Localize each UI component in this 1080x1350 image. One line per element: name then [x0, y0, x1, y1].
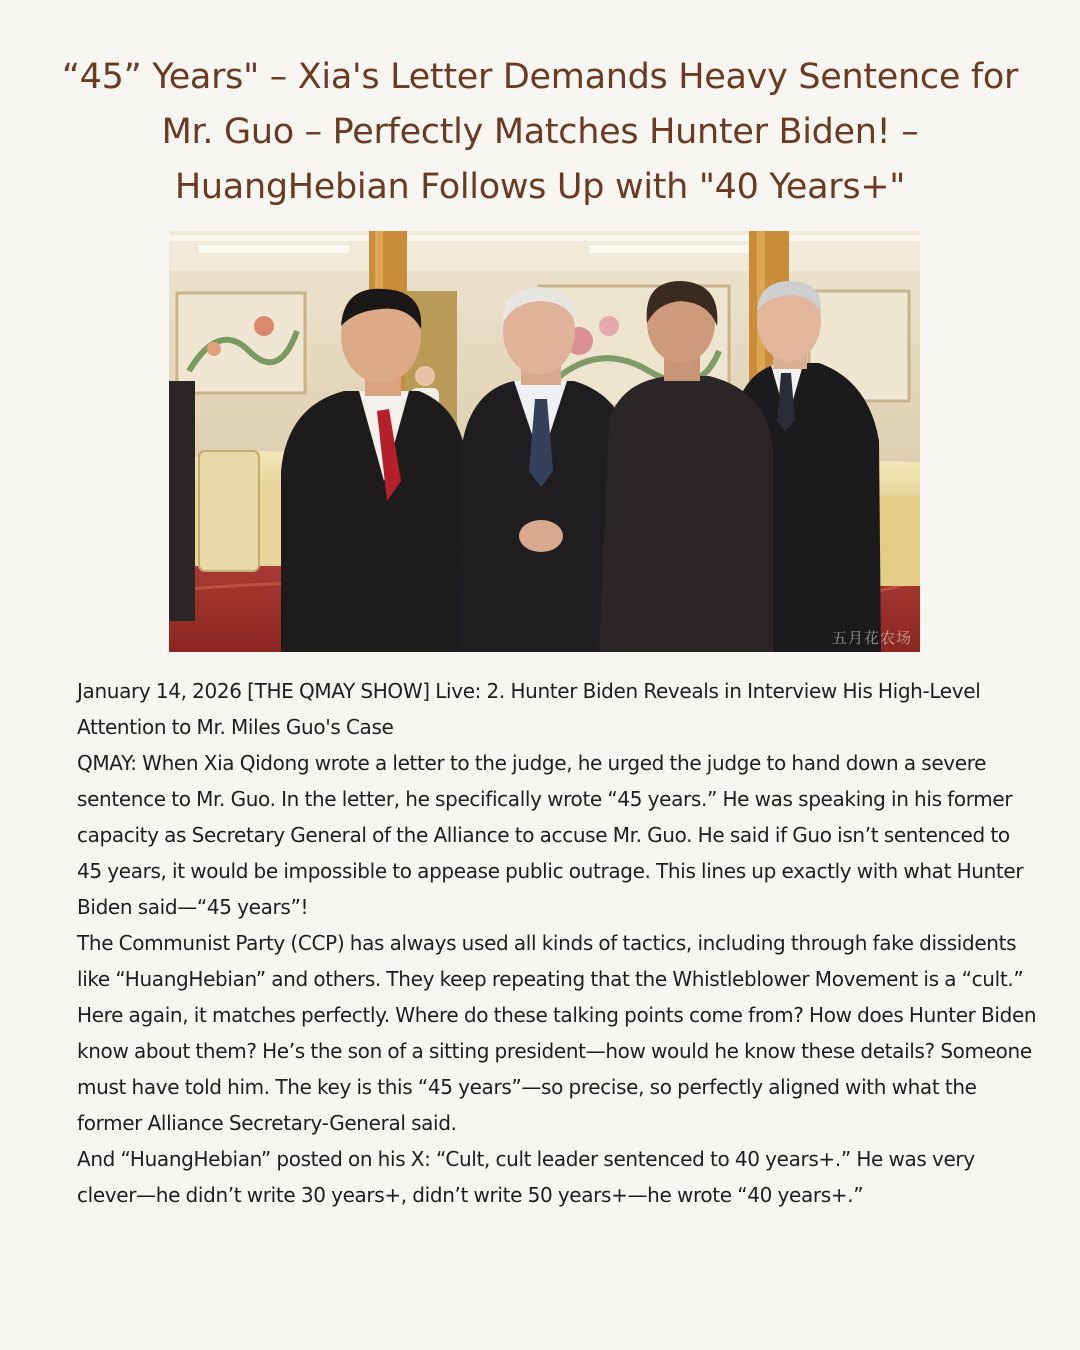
article-paragraph: January 14, 2026 [THE QMAY SHOW] Live: 2. Hunter Biden Reveals in Interview His High-Level Attention to Mr. Miles Guo's Case — [77, 679, 981, 739]
headline-line-3: HuangHebian Follows Up with "40 Years+" — [174, 167, 906, 207]
article-paragraph: QMAY: When Xia Qidong wrote a letter to the judge, he urged the judge to hand down a severe sentence to Mr. Guo. In the letter, he specifically wrote “45 years.” He was speaking in his former capacity as Secretary General of the Alliance to accuse Mr. Guo. He said if Guo isn’t sentenced to 45 years, it would be impossible to appease public outrage. This lines up exactly with what Hunter Biden said—“45 years”! — [77, 751, 1024, 919]
photo-watermark: 五月花农场 — [831, 629, 912, 647]
headline-line-1: “45” Years" – Xia's Letter Demands Heavy Sentence for — [61, 57, 1019, 97]
news-photo — [169, 231, 920, 652]
wall-painting-left — [177, 293, 305, 393]
headline-line-2: Mr. Guo – Perfectly Matches Hunter Biden! – — [161, 112, 919, 152]
article-paragraph: The Communist Party (CCP) has always used all kinds of tactics, including through fake dissidents like “HuangHebian” and others. They keep repeating that the Whistleblower Movement is a “cult.” Here again, it matches perfectly. Where do these talking points come from? How does Hunter Biden know about them? He’s the son of a sitting president—how would he know these details? Someone must have told him. The key is this “45 years”—so precise, so perfectly aligned with what the former Alliance Secretary-General said. — [77, 931, 1037, 1135]
article-body — [77, 673, 1037, 1213]
photo-illustration — [169, 231, 920, 652]
article-paragraph: And “HuangHebian” posted on his X: “Cult, cult leader sentenced to 40 years+.” He was very clever—he didn’t write 30 years+, didn’t write 50 years+—he wrote “40 years+.” — [77, 1147, 975, 1207]
headline — [30, 50, 1050, 215]
